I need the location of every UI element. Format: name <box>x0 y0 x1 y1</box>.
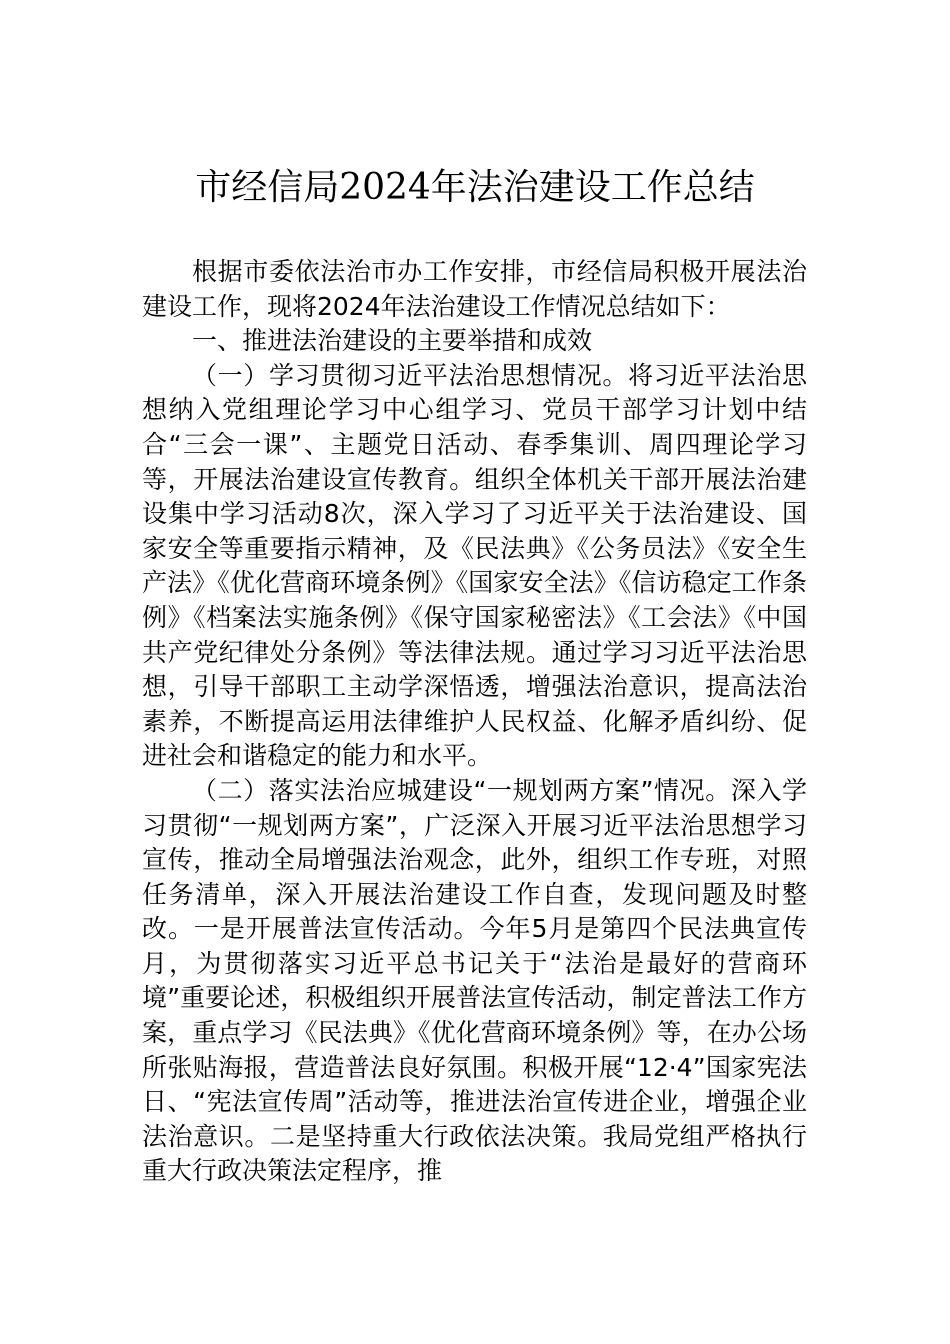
document-title: 市经信局2024年法治建设工作总结 <box>195 167 755 208</box>
intro-paragraph: 根据市委依法治市办工作安排，市经信局积极开展法治建设工作，现将2024年法治建设工作情况总结如下： <box>142 257 807 321</box>
body-paragraph: （一）学习贯彻习近平法治思想情况。将习近平法治思想纳入党组理论学习中心组学习、党员干部学习计划中结合“三会一课”、主题党日活动、春季集训、周四理论学习等，开展法治建设宣传教育。组织全体机关干部开展法治建设集中学习活动8次，深入学习了习近平关于法治建设、国家安全等重要指示精神，及《民法典》《公务员法》《安全生产法》《优化营商环境条例》《国家安全法》《信访稳定工作条例》《档案法实施条例》《保守国家秘密法》《工会法》《中国共产党纪律处分条例》等法律法规。通过学习习近平法治思想，引导干部职工主动学深悟透，增强法治意识，提高法治素养，不断提高运用法律维护人民权益、化解矛盾纠纷、促进社会和谐稳定的能力和水平。 <box>142 360 807 771</box>
section-heading: 一、推进法治建设的主要举措和成效 <box>192 326 593 356</box>
body-paragraph: （二）落实法治应城建设“一规划两方案”情况。深入学习贯彻“一规划两方案”，广泛深入开展习近平法治思想学习宣传，推动全局增强法治观念，此外，组织工作专班，对照任务清单，深入开展法治建设工作自查，发现问题及时整改。一是开展普法宣传活动。今年5月是第四个民法典宣传月，为贯彻落实习近平总书记关于“法治是最好的营商环境”重要论述，积极组织开展普法宣传活动，制定普法工作方案，重点学习《民法典》《优化营商环境条例》等，在办公场所张贴海报，营造普法良好氛围。积极开展“12·4”国家宪法日、“宪法宣传周”活动等，推进法治宣传进企业，增强企业法治意识。二是坚持重大行政依法决策。我局党组严格执行重大行政决策法定程序，推 <box>142 775 807 1186</box>
document-body <box>142 255 807 1189</box>
